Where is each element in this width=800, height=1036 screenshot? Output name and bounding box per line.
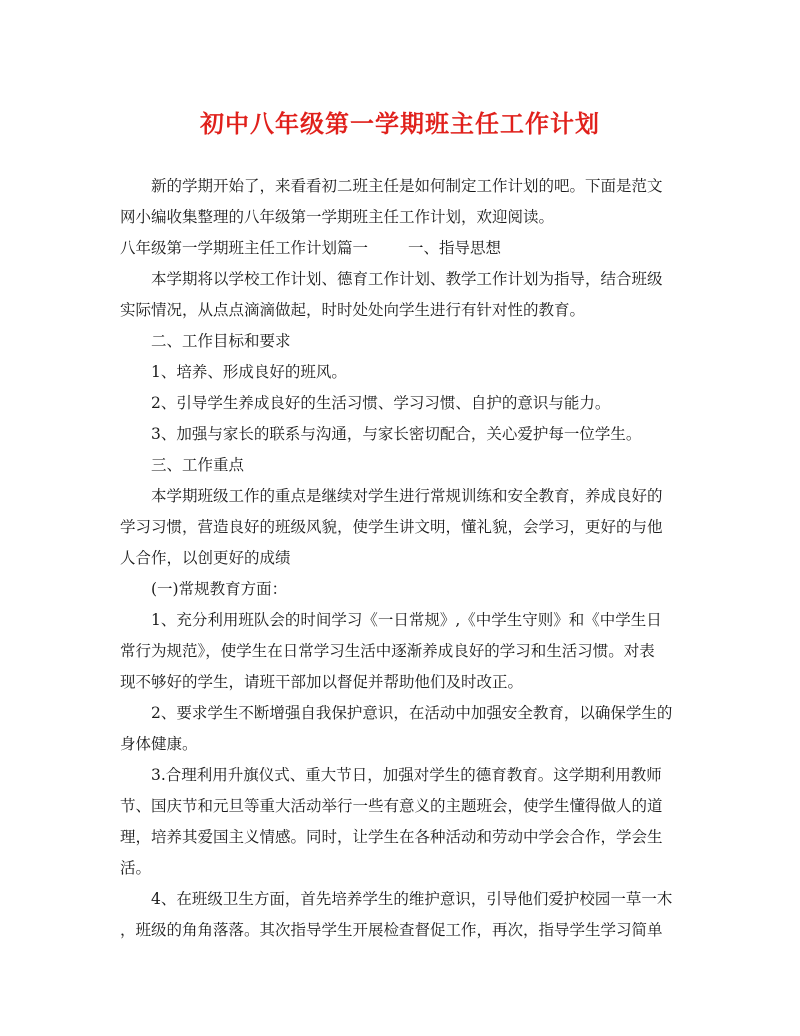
text-line-heading: 一、指导思想 (408, 239, 502, 257)
text-line (120, 202, 680, 233)
text-line-content: 本学期将以学校工作计划、德育工作计划、教学工作计划为指导，结合班级 (151, 270, 663, 288)
text-line-content: ，班级的角角落落。其次指导学生开展检查督促工作，再次，指导学生学习简单 (120, 921, 663, 939)
text-line (120, 822, 680, 853)
text-line (120, 791, 680, 822)
text-line-content: 3、加强与家长的联系与沟通，与家长密切配合，关心爱护每一位学生。 (151, 425, 642, 443)
document-body (120, 171, 680, 946)
text-line (120, 729, 680, 760)
text-line (120, 481, 680, 512)
text-line (120, 636, 680, 667)
text-line (120, 326, 680, 357)
text-line-content: 本学期班级工作的重点是继续对学生进行常规训练和安全教育，养成良好的 (151, 487, 663, 505)
text-line-content: 学习习惯，营造良好的班级风貌，使学生讲文明，懂礼貌，会学习，更好的与他 (120, 518, 663, 536)
text-line (120, 295, 680, 326)
text-line (120, 512, 680, 543)
text-line-content: 1、培养、形成良好的班风。 (151, 363, 347, 381)
document-title: 初中八年级第一学期班主任工作计划 (200, 109, 600, 138)
text-line (120, 419, 680, 450)
text-line-content: 网小编收集整理的八年级第一学期班主任工作计划，欢迎阅读。 (120, 208, 555, 226)
text-line (120, 605, 680, 636)
text-line-content: 4、在班级卫生方面，首先培养学生的维护意识，引导他们爱护校园一草一木 (151, 890, 673, 908)
text-line-content: 2、要求学生不断增强自我保护意识，在活动中加强安全教育，以确保学生的 (151, 704, 673, 722)
text-line-content: 活。 (120, 859, 152, 877)
text-line-content: 实际情况，从点点滴滴做起，时时处处向学生进行有针对性的教育。 (120, 301, 586, 319)
text-line-content: 1、充分利用班队会的时间学习《一日常规》,《中学生守则》和《中学生日 (151, 611, 662, 629)
text-line-content: 理，培养其爱国主义情感。同时，让学生在各种活动和劳动中学会合作，学会生 (120, 828, 663, 846)
text-line (120, 884, 680, 915)
text-line (120, 574, 680, 605)
text-line (120, 450, 680, 481)
text-line-content: 2、引导学生养成良好的生活习惯、学习习惯、自护的意识与能力。 (151, 394, 611, 412)
text-line-content: (一)常规教育方面： (151, 580, 288, 598)
text-line-content: 现不够好的学生，请班干部加以督促并帮助他们及时改正。 (120, 673, 524, 691)
text-line (120, 171, 680, 202)
text-line-content: 八年级第一学期班主任工作计划篇一 (120, 239, 369, 257)
text-line (120, 915, 680, 946)
text-line (120, 543, 680, 574)
text-line (120, 698, 680, 729)
text-line-content: 3.合理利用升旗仪式、重大节日，加强对学生的德育教育。这学期利用教师 (151, 766, 662, 784)
text-line (120, 233, 680, 264)
text-line-content: 人合作，以创更好的成绩 (120, 549, 291, 567)
text-line-content: 二、工作目标和要求 (151, 332, 291, 350)
text-line (120, 853, 680, 884)
text-line-content: 三、工作重点 (151, 456, 245, 474)
text-line (120, 667, 680, 698)
text-line (120, 760, 680, 791)
text-line-content: 身体健康。 (120, 735, 198, 753)
text-line-content: 节、国庆节和元旦等重大活动举行一些有意义的主题班会，使学生懂得做人的道 (120, 797, 663, 815)
text-line (120, 264, 680, 295)
text-line-content: 新的学期开始了，来看看初二班主任是如何制定工作计划的吧。下面是范文 (151, 177, 663, 195)
text-line (120, 357, 680, 388)
text-line-content: 常行为规范》，使学生在日常学习生活中逐渐养成良好的学习和生活习惯。对表 (120, 642, 655, 660)
text-line (120, 388, 680, 419)
